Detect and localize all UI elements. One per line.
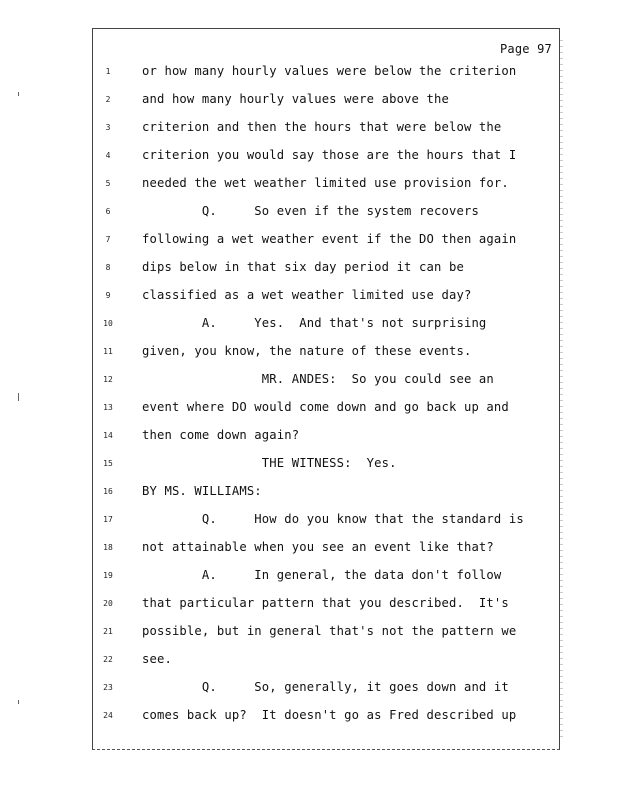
transcript-line (0, 288, 618, 308)
line-text: given, you know, the nature of these events. (142, 344, 472, 358)
transcript-line (0, 260, 618, 280)
line-text: not attainable when you see an event like that? (142, 540, 494, 554)
line-text: Q. So even if the system recovers (142, 204, 479, 218)
line-number: 23 (103, 683, 113, 692)
line-text: comes back up? It doesn't go as Fred described up (142, 708, 517, 722)
line-number: 14 (103, 431, 113, 440)
line-text: event where DO would come down and go back up and (142, 400, 509, 414)
transcript-line (0, 176, 618, 196)
line-text: A. In general, the data don't follow (142, 568, 502, 582)
line-number: 12 (103, 375, 113, 384)
line-number: 11 (103, 347, 113, 356)
line-number: 17 (103, 515, 113, 524)
transcript-line (0, 652, 618, 672)
line-text: or how many hourly values were below the criterion (142, 64, 517, 78)
line-text: see. (142, 652, 172, 666)
transcript-line (0, 540, 618, 560)
line-text: then come down again? (142, 428, 300, 442)
transcript-line (0, 568, 618, 588)
line-number: 22 (103, 655, 113, 664)
line-text: and how many hourly values were above the (142, 92, 449, 106)
transcript-line (0, 204, 618, 224)
line-number: 21 (103, 627, 113, 636)
line-text: A. Yes. And that's not surprising (142, 316, 487, 330)
line-number: 8 (105, 263, 111, 272)
line-number: 16 (103, 487, 113, 496)
line-number: 18 (103, 543, 113, 552)
line-number: 4 (105, 151, 111, 160)
line-text: THE WITNESS: Yes. (142, 456, 397, 470)
transcript-line (0, 316, 618, 336)
line-number: 6 (105, 207, 111, 216)
line-number: 1 (105, 67, 111, 76)
line-text: BY MS. WILLIAMS: (142, 484, 262, 498)
line-text: criterion and then the hours that were below the (142, 120, 502, 134)
line-number: 13 (103, 403, 113, 412)
transcript-line (0, 596, 618, 616)
transcript-line (0, 624, 618, 644)
line-number: 20 (103, 599, 113, 608)
transcript-line (0, 232, 618, 252)
line-text: MR. ANDES: So you could see an (142, 372, 494, 386)
line-text: criterion you would say those are the hours that I (142, 148, 517, 162)
line-text: classified as a wet weather limited use day? (142, 288, 472, 302)
transcript-line (0, 92, 618, 112)
transcript-line (0, 372, 618, 392)
transcript-line (0, 148, 618, 168)
line-number: 3 (105, 123, 111, 132)
page-number: Page 97 (500, 42, 552, 56)
transcript-line (0, 344, 618, 364)
line-number: 24 (103, 711, 113, 720)
transcript-line (0, 484, 618, 504)
binder-mark (18, 700, 19, 704)
transcript-line (0, 512, 618, 532)
transcript-line (0, 708, 618, 728)
line-number: 10 (103, 319, 113, 328)
line-text: Q. So, generally, it goes down and it (142, 680, 509, 694)
line-text: that particular pattern that you described. It's (142, 596, 509, 610)
line-number: 7 (105, 235, 111, 244)
line-text: needed the wet weather limited use provision for. (142, 176, 509, 190)
transcript-line (0, 64, 618, 84)
transcript-line (0, 428, 618, 448)
transcript-line (0, 456, 618, 476)
line-text: Q. How do you know that the standard is (142, 512, 524, 526)
line-text: possible, but in general that's not the pattern we (142, 624, 517, 638)
line-number: 9 (105, 291, 111, 300)
line-number: 15 (103, 459, 113, 468)
line-text: following a wet weather event if the DO then again (142, 232, 517, 246)
line-number: 2 (105, 95, 111, 104)
transcript-line (0, 680, 618, 700)
transcript-line (0, 400, 618, 420)
line-text: dips below in that six day period it can be (142, 260, 464, 274)
line-number: 5 (105, 179, 111, 188)
transcript-line (0, 120, 618, 140)
line-number: 19 (103, 571, 113, 580)
